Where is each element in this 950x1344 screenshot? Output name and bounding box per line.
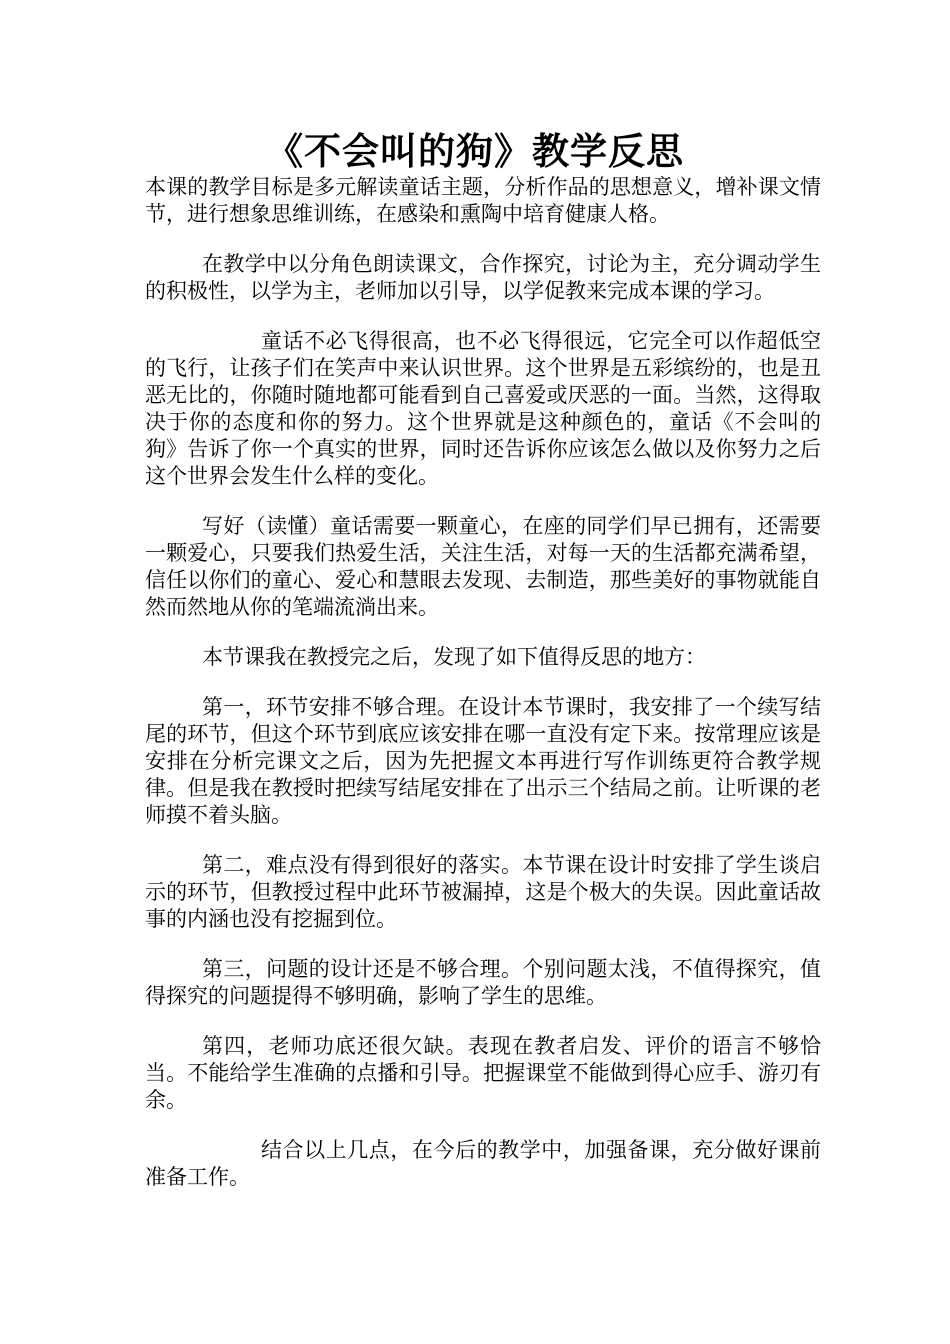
paragraph-point-three: 第三，问题的设计还是不够合理。个别问题太浅，不值得探究，值得探究的问题提得不够明确，影响了学生的思维。 — [145, 957, 821, 1008]
paragraph-objectives: 本课的教学目标是多元解读童话主题，分析作品的思想意义，增补课文情节，进行想象思维训练，在感染和熏陶中培育健康人格。 — [145, 175, 821, 226]
paragraph-point-two: 第二，难点没有得到很好的落实。本节课在设计时安排了学生谈启示的环节，但教授过程中此环节被漏掉，这是个极大的失误。因此童话故事的内涵也没有挖掘到位。 — [145, 853, 821, 931]
paragraph-teaching-method: 在教学中以分角色朗读课文，合作探究，讨论为主，充分调动学生的积极性，以学为主，老师加以引导，以学促教来完成本课的学习。 — [145, 252, 821, 303]
paragraph-fairy-tale: 童话不必飞得很高，也不必飞得很远，它完全可以作超低空的飞行，让孩子们在笑声中来认识世界。这个世界是五彩缤纷的，也是丑恶无比的，你随时随地都可能看到自己喜爱或厌恶的一面。当然，这得取决于你的态度和你的努力。这个世界就是这种颜色的，童话《不会叫的狗》告诉了你一个真实的世界，同时还告诉你应该怎么做以及你努力之后这个世界会发生什么样的变化。 — [145, 329, 821, 488]
document-title: 《不会叫的狗》教学反思 — [266, 129, 684, 173]
paragraph-point-one: 第一，环节安排不够合理。在设计本节课时，我安排了一个续写结尾的环节，但这个环节到底应该安排在哪一直没有定下来。按常理应该是安排在分析完课文之后，因为先把握文本再进行写作训练更符合教学规律。但是我在教授时把续写结尾安排在了出示三个结局之前。让听课的老师摸不着头脑。 — [145, 695, 821, 827]
paragraph-conclusion: 结合以上几点，在今后的教学中，加强备课，充分做好课前准备工作。 — [145, 1138, 821, 1189]
paragraph-point-four: 第四，老师功底还很欠缺。表现在教者启发、评价的语言不够恰当。不能给学生准确的点播和引导。把握课堂不能做到得心应手、游刃有余。 — [145, 1034, 821, 1112]
paragraph-writing: 写好（读懂）童话需要一颗童心，在座的同学们早已拥有，还需要一颗爱心，只要我们热爱生活，关注生活，对每一天的生活都充满希望，信任以你们的童心、爱心和慧眼去发现、去制造，那些美好的事物就能自然而然地从你的笔端流淌出来。 — [145, 514, 821, 619]
paragraph-reflection-intro: 本节课我在教授完之后，发现了如下值得反思的地方： — [202, 645, 706, 669]
document-body — [145, 174, 821, 1191]
